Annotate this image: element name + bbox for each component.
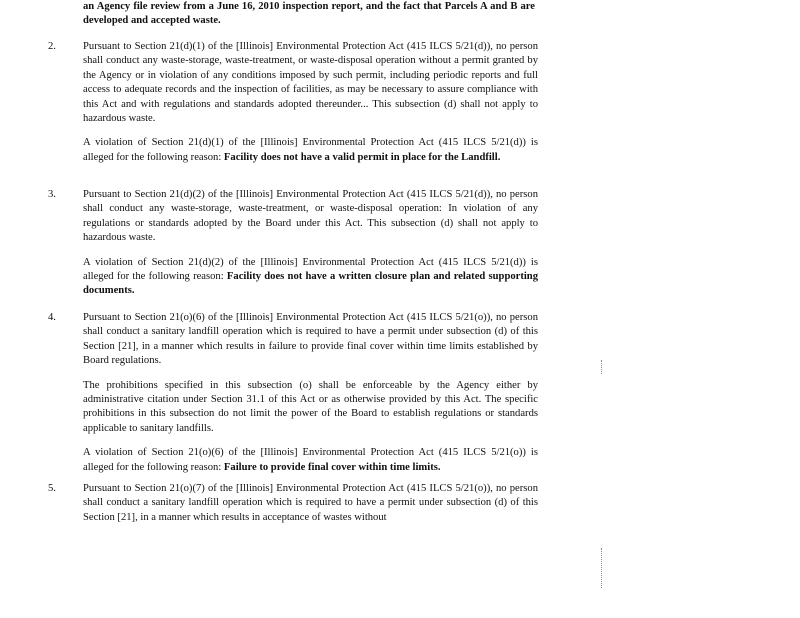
allegation-item-3 bbox=[48, 188, 538, 299]
allegation-item-2 bbox=[48, 40, 538, 165]
violation-prefix: A violation of Section 21(o)(6) of the [Illinois] Environmental Protection Act (415 ILCS 5/21(o)) is alleged for the following reason: bbox=[83, 447, 538, 473]
violation-reason: Facility does not have a written closure plan and related supporting documents. bbox=[83, 271, 538, 297]
violation-prefix: A violation of Section 21(d)(2) of the [Illinois] Environmental Protection Act (415 ILCS 5/21(d)) is alleged for the following reason: bbox=[83, 256, 538, 283]
scan-artifact-mark bbox=[601, 360, 603, 374]
item-number: 4. bbox=[48, 312, 56, 323]
item-number: 5. bbox=[48, 483, 56, 494]
statute-paragraph: Pursuant to Section 21(d)(1) of the [Illinois] Environmental Protection Act (415 ILCS 5/21(d)), no person shall conduct any waste-storage, waste-treatment, or waste-disposal operation without a permit granted by the Agency or in violation of any conditions imposed by such permit, including periodic reports and full access to adequate records and the inspection of facilities, as may be necessary to assure compliance with this Act and with regulations and standards adopted thereunder... This subsection (d) shall not apply to hazardous waste. bbox=[83, 41, 538, 125]
violation-paragraph bbox=[83, 136, 538, 165]
violation-paragraph bbox=[83, 256, 538, 299]
statute-paragraph: Pursuant to Section 21(d)(2) of the [Illinois] Environmental Protection Act (415 ILCS 5/21(d)), no person shall conduct any waste-storage, waste-treatment, or waste-disposal operation: In violation of any regulations or standards adopted by the Board under this Act. This subsection (d) shall not apply to hazardous waste. bbox=[83, 189, 538, 244]
prohibition-paragraph: The prohibitions specified in this subsection (o) shall be enforceable by the Agency either by administrative citation under Section 31.1 of this Act or as otherwise provided by this Act. The specific prohibitions in this subsection do not limit the power of the Board to establish regulations or standards applicable to sanitary landfills. bbox=[83, 379, 538, 434]
statute-paragraph: Pursuant to Section 21(o)(7) of the [Illinois] Environmental Protection Act (415 ILCS 5/21(o)), no person shall conduct a sanitary landfill operation which is required to have a permit under subsection (d) of this Section [21], in a manner which results in acceptance of wastes without bbox=[83, 483, 538, 523]
violation-prefix: A violation of Section 21(d)(1) of the [Illinois] Environmental Protection Act (415 ILCS 5/21(d)) is alleged for the following reason: bbox=[83, 137, 538, 163]
violation-paragraph bbox=[83, 446, 538, 475]
statute-paragraph: Pursuant to Section 21(o)(6) of the [Illinois] Environmental Protection Act (415 ILCS 5/21(o)), no person shall conduct a sanitary landfill operation which is required to have a permit under subsection (d) of this Section [21], in a manner which results in failure to provide final cover within time limits established by Board regulations. bbox=[83, 312, 538, 367]
allegation-item-5 bbox=[48, 482, 538, 525]
intro-paragraph: an Agency file review from a June 16, 2010 inspection report, and the fact that Parcels A and B are developed and accepted waste. bbox=[83, 1, 535, 27]
allegation-item-4 bbox=[48, 311, 538, 475]
scan-artifact-mark bbox=[601, 548, 603, 588]
item-number: 3. bbox=[48, 189, 56, 200]
violation-reason: Failure to provide final cover within time limits. bbox=[223, 461, 441, 473]
item-number: 2. bbox=[48, 41, 56, 52]
violation-reason: Facility does not have a valid permit in place for the Landfill. bbox=[223, 151, 501, 163]
